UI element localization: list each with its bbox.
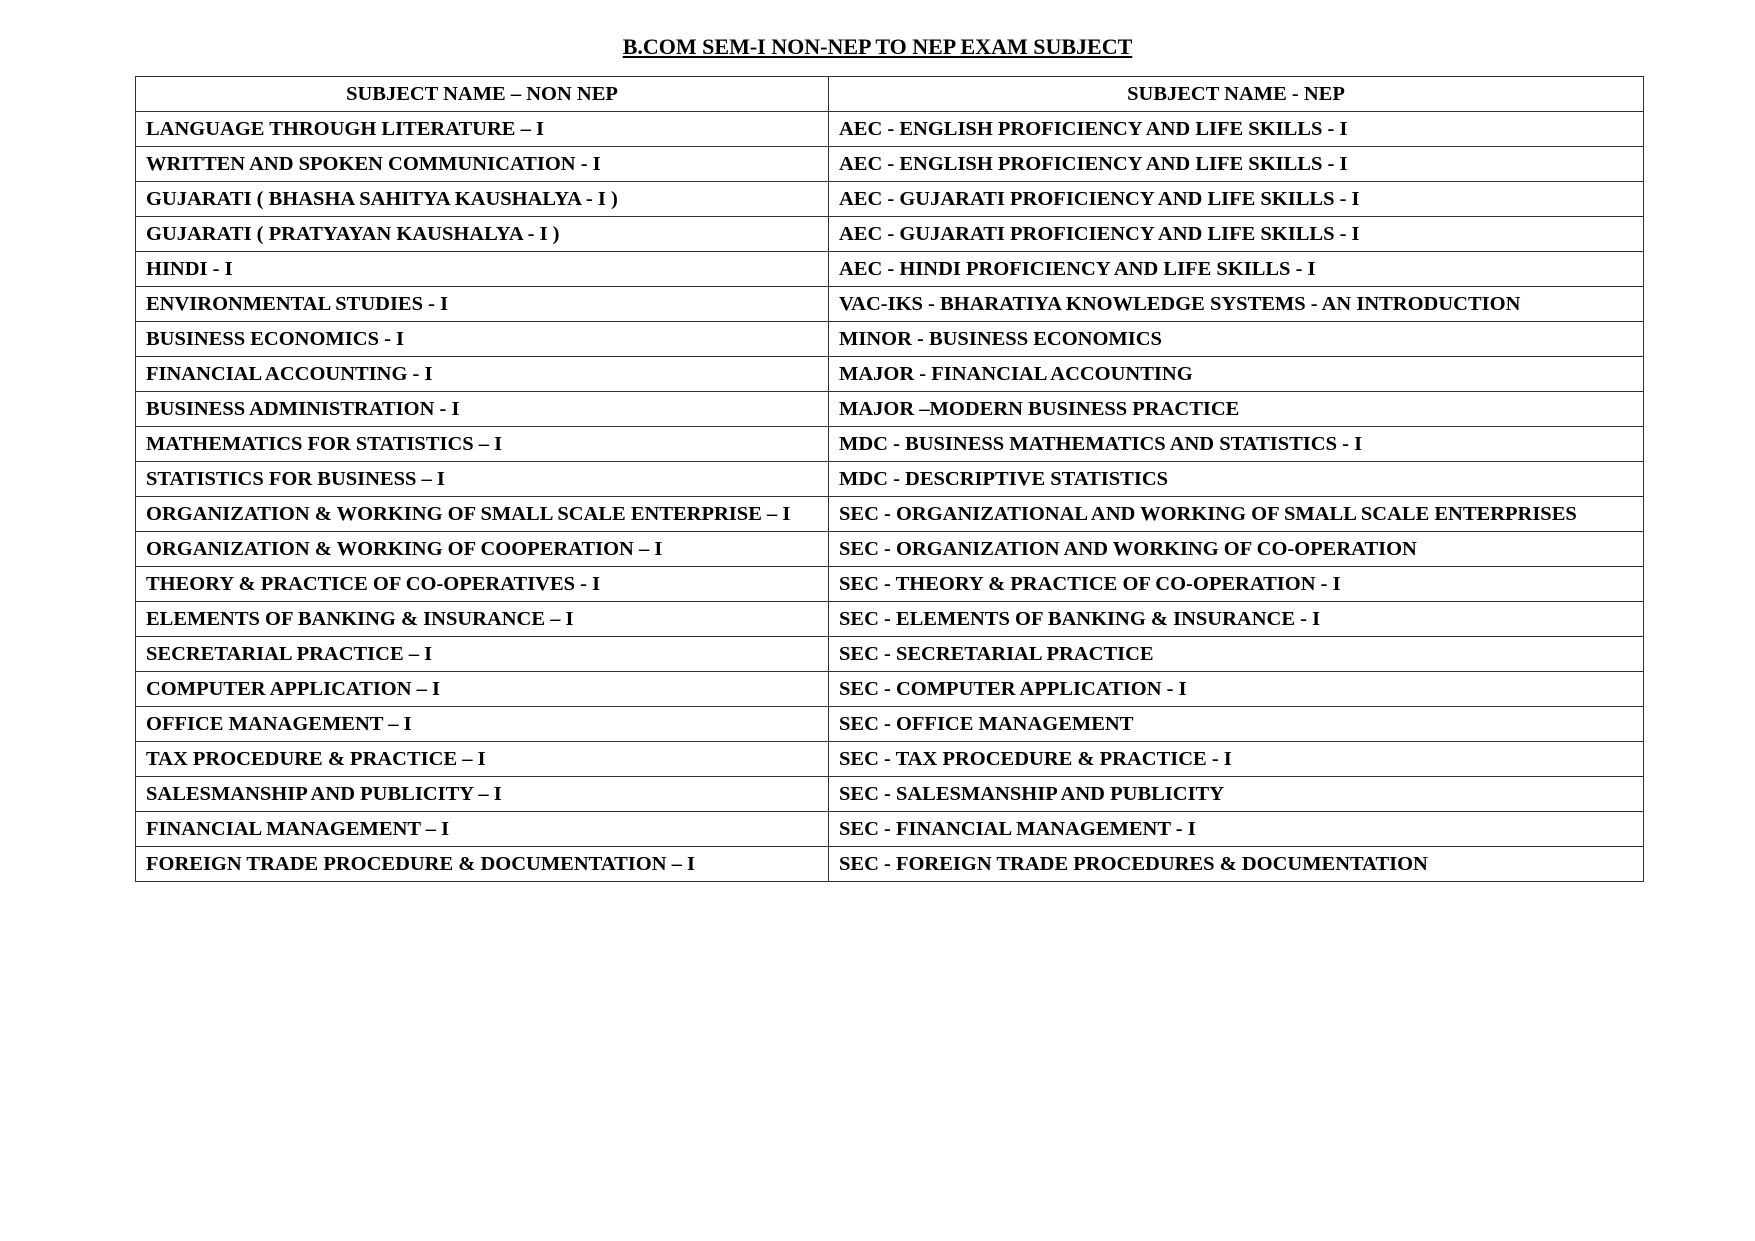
cell-non-nep-subject: TAX PROCEDURE & PRACTICE – I (136, 742, 829, 777)
page-title (0, 33, 1755, 61)
table-row (136, 637, 1644, 672)
cell-nep-subject: MAJOR –MODERN BUSINESS PRACTICE (829, 392, 1644, 427)
column-header-non-nep: SUBJECT NAME – NON NEP (136, 77, 829, 112)
cell-non-nep-subject: WRITTEN AND SPOKEN COMMUNICATION - I (136, 147, 829, 182)
cell-non-nep-subject: ELEMENTS OF BANKING & INSURANCE – I (136, 602, 829, 637)
cell-nep-subject: AEC - ENGLISH PROFICIENCY AND LIFE SKILLS - I (829, 112, 1644, 147)
cell-nep-subject: SEC - ORGANIZATION AND WORKING OF CO-OPERATION (829, 532, 1644, 567)
table-row (136, 707, 1644, 742)
table-row (136, 427, 1644, 462)
table-row (136, 462, 1644, 497)
table-row (136, 147, 1644, 182)
cell-non-nep-subject: COMPUTER APPLICATION – I (136, 672, 829, 707)
cell-nep-subject: SEC - ELEMENTS OF BANKING & INSURANCE - I (829, 602, 1644, 637)
table-row (136, 392, 1644, 427)
subject-mapping-table (135, 76, 1644, 882)
cell-nep-subject: AEC - GUJARATI PROFICIENCY AND LIFE SKILLS - I (829, 182, 1644, 217)
cell-non-nep-subject: FINANCIAL MANAGEMENT – I (136, 812, 829, 847)
cell-non-nep-subject: SECRETARIAL PRACTICE – I (136, 637, 829, 672)
cell-non-nep-subject: ORGANIZATION & WORKING OF COOPERATION – I (136, 532, 829, 567)
cell-nep-subject: SEC - COMPUTER APPLICATION - I (829, 672, 1644, 707)
table-row (136, 532, 1644, 567)
cell-non-nep-subject: OFFICE MANAGEMENT – I (136, 707, 829, 742)
cell-non-nep-subject: STATISTICS FOR BUSINESS – I (136, 462, 829, 497)
table-row (136, 287, 1644, 322)
table-row (136, 357, 1644, 392)
cell-nep-subject: SEC - SECRETARIAL PRACTICE (829, 637, 1644, 672)
cell-nep-subject: SEC - SALESMANSHIP AND PUBLICITY (829, 777, 1644, 812)
cell-nep-subject: AEC - ENGLISH PROFICIENCY AND LIFE SKILLS - I (829, 147, 1644, 182)
table-row (136, 672, 1644, 707)
column-header-nep: SUBJECT NAME - NEP (829, 77, 1644, 112)
page-title-text: B.COM SEM-I NON-NEP TO NEP EXAM SUBJECT (622, 34, 1133, 59)
cell-non-nep-subject: LANGUAGE THROUGH LITERATURE – I (136, 112, 829, 147)
cell-non-nep-subject: HINDI - I (136, 252, 829, 287)
table-row (136, 812, 1644, 847)
cell-non-nep-subject: BUSINESS ECONOMICS - I (136, 322, 829, 357)
cell-nep-subject: SEC - FINANCIAL MANAGEMENT - I (829, 812, 1644, 847)
cell-nep-subject: VAC-IKS - BHARATIYA KNOWLEDGE SYSTEMS - AN INTRODUCTION (829, 287, 1644, 322)
cell-non-nep-subject: ORGANIZATION & WORKING OF SMALL SCALE ENTERPRISE – I (136, 497, 829, 532)
table-body (136, 112, 1644, 882)
cell-nep-subject: MDC - BUSINESS MATHEMATICS AND STATISTICS - I (829, 427, 1644, 462)
table-header-row (136, 77, 1644, 112)
table-row (136, 252, 1644, 287)
table-row (136, 777, 1644, 812)
cell-nep-subject: MAJOR - FINANCIAL ACCOUNTING (829, 357, 1644, 392)
cell-non-nep-subject: GUJARATI ( PRATYAYAN KAUSHALYA - I ) (136, 217, 829, 252)
table-row (136, 322, 1644, 357)
table-row (136, 567, 1644, 602)
table-row (136, 217, 1644, 252)
table-row (136, 497, 1644, 532)
cell-nep-subject: SEC - THEORY & PRACTICE OF CO-OPERATION - I (829, 567, 1644, 602)
table-row (136, 742, 1644, 777)
cell-non-nep-subject: ENVIRONMENTAL STUDIES - I (136, 287, 829, 322)
cell-non-nep-subject: GUJARATI ( BHASHA SAHITYA KAUSHALYA - I ) (136, 182, 829, 217)
cell-nep-subject: AEC - HINDI PROFICIENCY AND LIFE SKILLS - I (829, 252, 1644, 287)
cell-nep-subject: SEC - TAX PROCEDURE & PRACTICE - I (829, 742, 1644, 777)
cell-non-nep-subject: THEORY & PRACTICE OF CO-OPERATIVES - I (136, 567, 829, 602)
cell-non-nep-subject: FINANCIAL ACCOUNTING - I (136, 357, 829, 392)
cell-non-nep-subject: MATHEMATICS FOR STATISTICS – I (136, 427, 829, 462)
cell-non-nep-subject: BUSINESS ADMINISTRATION - I (136, 392, 829, 427)
cell-nep-subject: SEC - FOREIGN TRADE PROCEDURES & DOCUMENTATION (829, 847, 1644, 882)
cell-nep-subject: MDC - DESCRIPTIVE STATISTICS (829, 462, 1644, 497)
table-row (136, 847, 1644, 882)
cell-nep-subject: MINOR - BUSINESS ECONOMICS (829, 322, 1644, 357)
cell-nep-subject: AEC - GUJARATI PROFICIENCY AND LIFE SKILLS - I (829, 217, 1644, 252)
cell-non-nep-subject: FOREIGN TRADE PROCEDURE & DOCUMENTATION – I (136, 847, 829, 882)
cell-nep-subject: SEC - ORGANIZATIONAL AND WORKING OF SMALL SCALE ENTERPRISES (829, 497, 1644, 532)
table-row (136, 602, 1644, 637)
table-row (136, 182, 1644, 217)
table-row (136, 112, 1644, 147)
cell-nep-subject: SEC - OFFICE MANAGEMENT (829, 707, 1644, 742)
cell-non-nep-subject: SALESMANSHIP AND PUBLICITY – I (136, 777, 829, 812)
